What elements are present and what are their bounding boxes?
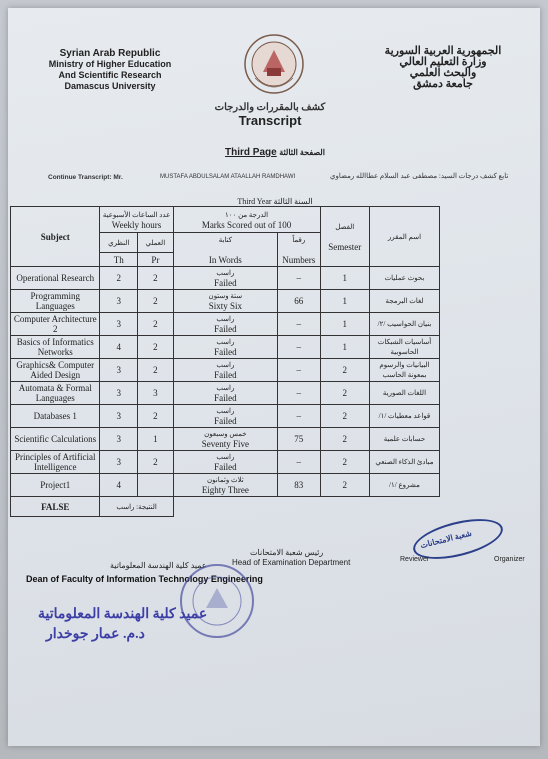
table-row [11,451,440,474]
number-cell: – [278,382,320,405]
head-exam-ar: رئيس شعبة الامتحانات [250,548,324,557]
semester-cell: 1 [320,267,369,290]
semester-cell: 1 [320,290,369,313]
th-cell: 3 [100,359,138,382]
words-cell [173,336,277,359]
pr-cell: 2 [138,290,174,313]
words-ar: راسب [216,315,235,323]
country-en: Syrian Arab Republic [59,48,161,59]
col-pr: Pr [138,253,174,267]
pr-cell: 1 [138,428,174,451]
semester-cell: 2 [320,359,369,382]
subject-cell: Project1 [11,474,100,497]
course-ar-cell: اللغات الصورية [369,382,439,405]
words-en: Failed [214,370,237,380]
course-ar-cell: قواعد معطيات /١/ [369,405,439,428]
table-row [11,313,440,336]
number-cell: – [278,336,320,359]
number-cell: – [278,313,320,336]
subject-cell: Principles of Artificial Intelligence [11,451,100,474]
semester-cell: 1 [320,336,369,359]
col-course-name-ar: اسم المقرر [369,207,439,267]
th-cell: 3 [100,451,138,474]
ministry-en-2: And Scientific Research [58,70,162,80]
grades-table [10,206,440,517]
course-ar-cell: لغات البرمجة [369,290,439,313]
subject-cell: Databases 1 [11,405,100,428]
result-label: FALSE [11,497,100,517]
ministry-ar-1: وزارة التعليم العالي [399,56,487,68]
course-ar-cell: البيانيات والرسوم بمعونة الحاسب [369,359,439,382]
header-left-english [20,48,200,92]
words-en: Failed [214,393,237,403]
page-label-ar: الصفحة الثالثة [279,148,325,157]
words-en: Failed [214,416,237,426]
course-ar-cell: بنيان الحواسيب /٢/ [369,313,439,336]
course-ar-cell: أساسيات الشبكات الحاسوبية [369,336,439,359]
col-pr-ar: العملي [138,233,174,253]
number-cell: 66 [278,290,320,313]
words-cell [173,267,277,290]
title-arabic: كشف بالمقررات والدرجات [214,102,326,113]
course-ar-cell: مبادئ الذكاء الصنعي [369,451,439,474]
dean-stamp-line2: د.م. عمار جوخدار [46,627,145,642]
title-english: Transcript [238,113,302,128]
words-ar: راسب [216,269,235,277]
pr-cell: 2 [138,359,174,382]
semester-cell: 1 [320,313,369,336]
subject-cell: Basics of Informatics Networks [11,336,100,359]
dean-en: Dean of Faculty of Information Technology Engineering [26,574,263,584]
pr-cell: 2 [138,405,174,428]
col-th-ar: النظري [100,233,138,253]
pr-cell: 2 [138,313,174,336]
words-cell [173,405,277,428]
col-words: كتابة In Words [173,233,277,267]
subject-cell: Graphics& Computer Aided Design [11,359,100,382]
organizer-label: Organizer [494,556,525,563]
ministry-en-1: Ministry of Higher Education [48,59,172,69]
dean-ar: عميد كلية الهندسة المعلوماتية [110,561,207,570]
pr-cell [138,474,174,497]
pr-cell: 2 [138,451,174,474]
words-en: Sixty Six [208,301,242,311]
table-row [11,290,440,313]
words-en: Eighty Three [201,485,249,495]
subject-cell: Scientific Calculations [11,428,100,451]
table-row [11,336,440,359]
student-name-ar: تابع كشف درجات السيد: مصطفى عبد السلام عطاالله رمضاوي [330,172,509,180]
table-row [11,359,440,382]
words-ar: راسب [216,453,235,461]
words-cell [173,290,277,313]
subject-cell: Operational Research [11,267,100,290]
country-ar: الجمهورية العربية السورية [384,45,502,57]
number-cell: – [278,451,320,474]
words-en: Failed [214,462,237,472]
semester-cell: 2 [320,474,369,497]
number-cell: – [278,405,320,428]
subject-cell: Programming Languages [11,290,100,313]
words-cell [173,382,277,405]
words-cell [173,428,277,451]
ministry-ar-2: والبحث العلمي [409,67,477,79]
th-cell: 4 [100,474,138,497]
words-ar: خمس وسبعون [204,430,247,438]
words-ar: راسب [216,384,235,392]
th-cell: 3 [100,382,138,405]
exam-department-stamp: شعبة الامتحانات [409,511,506,566]
course-ar-cell: مشروع /١/ [369,474,439,497]
semester-cell: 2 [320,428,369,451]
subject-cell: Automata & Formal Languages [11,382,100,405]
col-subject-header: Subject [11,207,100,267]
pr-cell: 2 [138,267,174,290]
words-ar: ثلاث وثمانون [207,476,244,484]
words-en: Failed [214,278,237,288]
university-ar: جامعة دمشق [413,78,473,90]
words-en: Failed [214,324,237,334]
words-cell [173,313,277,336]
reviewer-label: Reviewer [400,556,430,563]
words-cell [173,474,277,497]
subject-cell: Computer Architecture 2 [11,313,100,336]
table-row [11,382,440,405]
col-th: Th [100,253,138,267]
col-numbers: رقماً Numbers [278,233,320,267]
th-cell: 3 [100,313,138,336]
pr-cell: 2 [138,336,174,359]
words-ar: راسب [216,407,235,415]
number-cell: – [278,359,320,382]
number-cell: 83 [278,474,320,497]
dean-stamp-line1: عميد كلية الهندسة المعلوماتية [38,607,208,622]
th-cell: 4 [100,336,138,359]
pr-cell: 3 [138,382,174,405]
words-ar: راسب [216,361,235,369]
continue-label: Continue Transcript: Mr. [48,174,123,181]
table-row [11,474,440,497]
header-right-arabic [358,46,528,90]
semester-cell: 2 [320,382,369,405]
semester-cell: 2 [320,405,369,428]
table-row [11,405,440,428]
words-en: Failed [214,347,237,357]
course-ar-cell: بحوث عمليات [369,267,439,290]
number-cell: 75 [278,428,320,451]
result-ar: النتيجة: راسب [100,497,173,517]
words-cell [173,359,277,382]
student-name-en: MUSTAFA ABDULSALAM ATAALLAH RAMDHAWI [160,174,296,180]
col-marks: الدرجة من ١٠٠ Marks Scored out of 100 [173,207,320,233]
words-ar: راسب [216,338,235,346]
course-ar-cell: حسابات علمية [369,428,439,451]
year-title: Third Year السنة الثالثة [237,197,313,206]
table-row [11,428,440,451]
head-exam-en: Head of Examination Department [232,558,351,567]
words-en: Seventy Five [201,439,249,449]
th-cell: 3 [100,428,138,451]
col-weekly-hours: عدد الساعات الأسبوعية Weekly hours [100,207,173,233]
university-logo [243,30,305,98]
th-cell: 3 [100,405,138,428]
words-ar: ستة وستون [208,292,243,300]
col-semester: الفصل Semester [320,207,369,267]
university-en: Damascus University [64,81,156,91]
words-cell [173,451,277,474]
page-indicator [200,147,350,158]
th-cell: 2 [100,267,138,290]
faculty-seal [178,562,256,640]
semester-cell: 2 [320,451,369,474]
number-cell: – [278,267,320,290]
page-label-en: Third Page [225,147,277,158]
th-cell: 3 [100,290,138,313]
table-row [11,267,440,290]
